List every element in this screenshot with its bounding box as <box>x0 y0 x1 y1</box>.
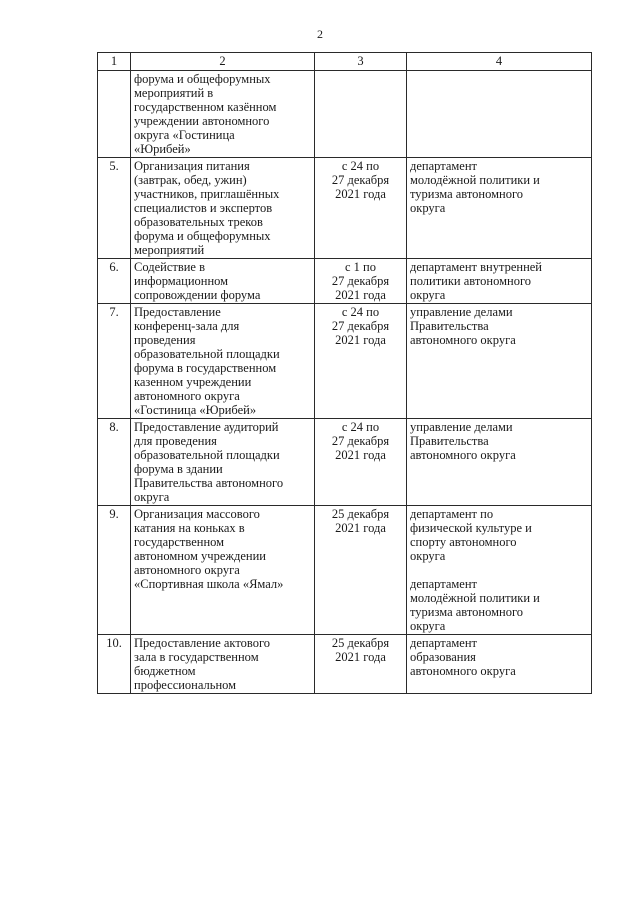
row-number <box>98 71 131 158</box>
table-row <box>98 259 592 304</box>
row-number: 9. <box>98 506 131 635</box>
activity-line: автономного округа <box>134 563 240 577</box>
table-row <box>98 635 592 694</box>
page-number: 2 <box>317 27 323 41</box>
activity-line: Содействие в <box>134 260 206 274</box>
responsible-line: спорту автономного <box>410 535 517 549</box>
activity-line: для проведения <box>134 434 217 448</box>
responsible-cell <box>407 71 592 158</box>
responsible-line: управление делами <box>410 420 513 434</box>
date-line: с 1 по <box>345 260 376 274</box>
table-row <box>98 71 592 158</box>
activity-line: катания на коньках в <box>134 521 245 535</box>
header-cell-2: 2 <box>131 53 315 71</box>
table-row <box>98 158 592 259</box>
activity-line: профессиональном <box>134 678 237 692</box>
responsible-line: департамент <box>410 577 478 591</box>
date-line: 27 декабря <box>331 274 390 288</box>
date-line: 2021 года <box>335 333 386 347</box>
date-cell <box>315 259 407 304</box>
activity-line: зала в государственном <box>134 650 259 664</box>
date-cell <box>315 71 407 158</box>
activity-line: мероприятий в <box>134 86 214 100</box>
activity-line: участников, приглашённых <box>134 187 280 201</box>
row-number: 7. <box>98 304 131 419</box>
activity-line: форума и общефорумных <box>134 229 271 243</box>
date-line: 27 декабря <box>331 319 390 333</box>
activity-cell <box>131 419 315 506</box>
activity-line: форума в государственном <box>134 361 277 375</box>
date-line: 27 декабря <box>331 173 390 187</box>
responsible-cell <box>407 419 592 506</box>
row-number: 10. <box>98 635 131 694</box>
responsible-line: департамент внутренней <box>410 260 543 274</box>
row-number: 5. <box>98 158 131 259</box>
date-line: 27 декабря <box>331 434 390 448</box>
responsible-cell <box>407 259 592 304</box>
activity-cell <box>131 304 315 419</box>
responsible-line: автономного округа <box>410 448 516 462</box>
activity-line: мероприятий <box>134 243 205 257</box>
activity-line: специалистов и экспертов <box>134 201 273 215</box>
activity-line: бюджетном <box>134 664 196 678</box>
responsible-line: туризма автономного <box>410 605 524 619</box>
activity-line: округа «Гостиница <box>134 128 235 142</box>
responsible-line: политики автономного <box>410 274 532 288</box>
responsible-line: управление делами <box>410 305 513 319</box>
activity-line: «Юрибей» <box>134 142 191 156</box>
date-line: 2021 года <box>335 187 386 201</box>
activity-line: казенном учреждении <box>134 375 252 389</box>
activity-line: Предоставление актового <box>134 636 271 650</box>
activity-line: государственном казённом <box>134 100 277 114</box>
responsible-line: округа <box>410 619 446 633</box>
responsible-line: округа <box>410 549 446 563</box>
table-header-row <box>98 53 592 71</box>
activity-line: образовательных треков <box>134 215 263 229</box>
table-row <box>98 419 592 506</box>
responsible-line: Правительства <box>410 319 489 333</box>
activity-line: сопровождении форума <box>134 288 261 302</box>
activity-line: форума в здании <box>134 462 223 476</box>
header-cell-4: 4 <box>407 53 592 71</box>
date-cell <box>315 635 407 694</box>
activity-line: округа <box>134 490 170 504</box>
activity-line: «Гостиница «Юрибей» <box>134 403 257 417</box>
date-line: 25 декабря <box>331 507 390 521</box>
activity-line: образовательной площадки <box>134 448 280 462</box>
responsible-cell <box>407 506 592 635</box>
responsible-line: округа <box>410 288 446 302</box>
table-row <box>98 506 592 635</box>
activity-cell <box>131 259 315 304</box>
responsible-line: округа <box>410 201 446 215</box>
date-line: с 24 по <box>341 159 380 173</box>
activity-line: автономного округа <box>134 389 240 403</box>
date-cell <box>315 304 407 419</box>
activity-line: Правительства автономного <box>134 476 284 490</box>
activity-line: Предоставление <box>134 305 221 319</box>
responsible-line: автономного округа <box>410 333 516 347</box>
responsible-line: автономного округа <box>410 664 516 678</box>
activity-line: образовательной площадки <box>134 347 280 361</box>
activity-cell <box>131 71 315 158</box>
date-line: с 24 по <box>341 305 380 319</box>
date-line: 2021 года <box>335 521 386 535</box>
date-line: 2021 года <box>335 448 386 462</box>
header-cell-3: 3 <box>315 53 407 71</box>
activity-line: (завтрак, обед, ужин) <box>134 173 247 187</box>
activity-cell <box>131 506 315 635</box>
date-line: с 24 по <box>341 420 380 434</box>
activity-cell <box>131 635 315 694</box>
date-cell <box>315 158 407 259</box>
date-cell <box>315 419 407 506</box>
row-number: 6. <box>98 259 131 304</box>
activity-line: автономном учреждении <box>134 549 266 563</box>
activity-line: Организация массового <box>134 507 260 521</box>
activity-line: проведения <box>134 333 196 347</box>
activity-line: конференц-зала для <box>134 319 240 333</box>
responsible-cell <box>407 304 592 419</box>
activity-line: учреждении автономного <box>134 114 270 128</box>
responsible-line: молодёжной политики и <box>410 591 540 605</box>
activity-line: Организация питания <box>134 159 250 173</box>
date-line: 25 декабря <box>331 636 390 650</box>
responsible-line: образования <box>410 650 476 664</box>
activity-cell <box>131 158 315 259</box>
activity-line: форума и общефорумных <box>134 72 271 86</box>
responsible-line: физической культуре и <box>410 521 532 535</box>
date-cell <box>315 506 407 635</box>
responsible-cell <box>407 158 592 259</box>
row-number: 8. <box>98 419 131 506</box>
activity-line: «Спортивная школа «Ямал» <box>134 577 284 591</box>
date-line: 2021 года <box>335 288 386 302</box>
responsible-line: Правительства <box>410 434 489 448</box>
responsible-line <box>410 563 588 577</box>
responsible-line: молодёжной политики и <box>410 173 540 187</box>
events-table <box>97 52 592 694</box>
responsible-cell <box>407 635 592 694</box>
activity-line: Предоставление аудиторий <box>134 420 279 434</box>
date-line: 2021 года <box>335 650 386 664</box>
activity-line: государственном <box>134 535 225 549</box>
responsible-line: департамент по <box>410 507 494 521</box>
activity-line: информационном <box>134 274 229 288</box>
table-row <box>98 304 592 419</box>
responsible-line: туризма автономного <box>410 187 524 201</box>
responsible-line: департамент <box>410 636 478 650</box>
header-cell-1: 1 <box>98 53 131 71</box>
responsible-line: департамент <box>410 159 478 173</box>
